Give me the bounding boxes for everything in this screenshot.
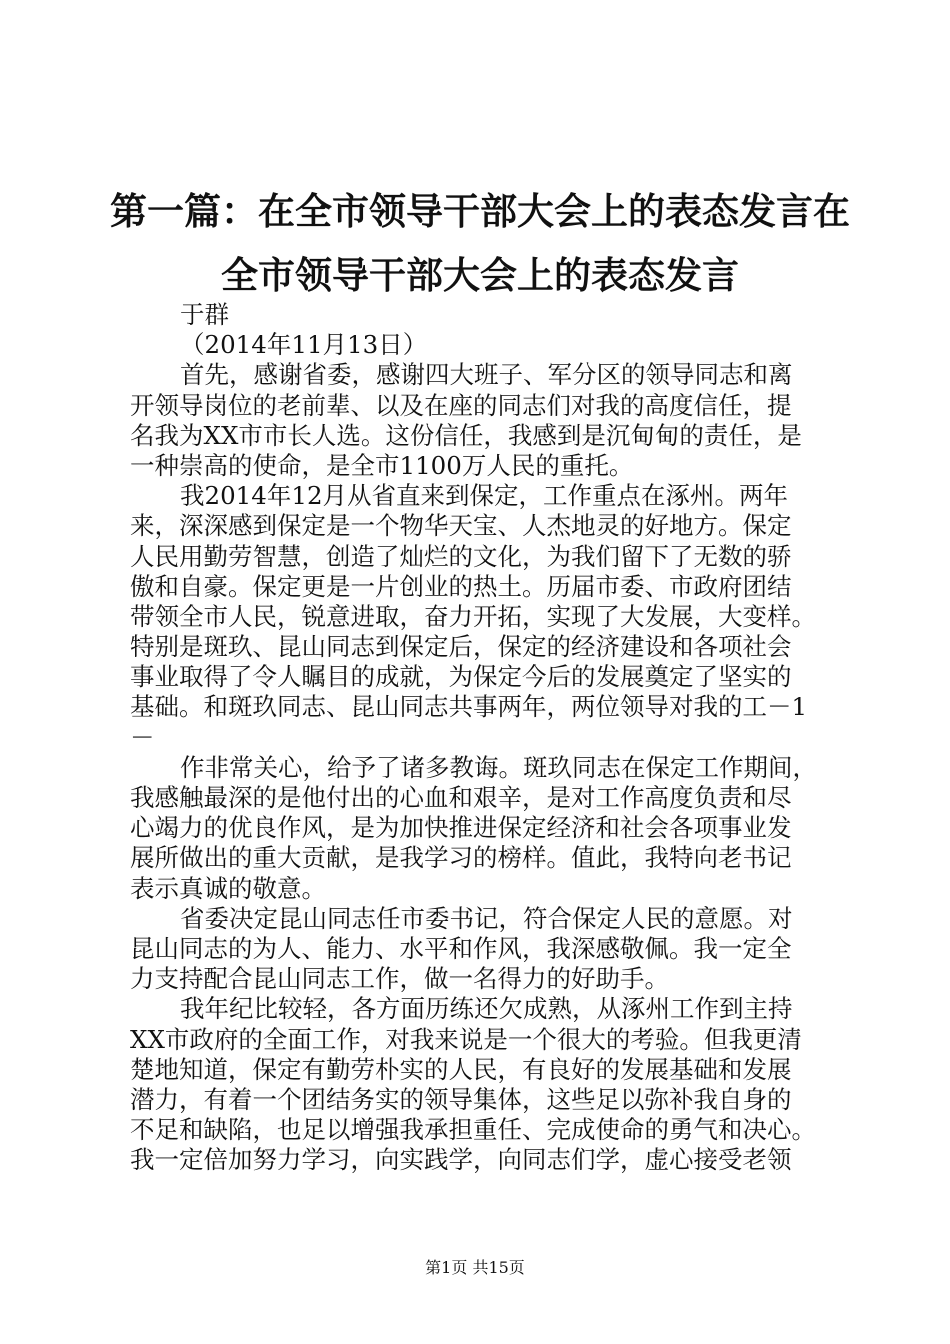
paragraph-line: 表示真诚的敬意。 [130, 873, 326, 903]
paragraph-line: 潜力，有着一个团结务实的领导集体，这些足以弥补我自身的 [130, 1084, 792, 1114]
document-title [110, 180, 850, 308]
paragraph-line: 特别是斑玖、昆山同志到保定后，保定的经济建设和各项社会 [130, 632, 792, 662]
paragraph-line: 首先，感谢省委，感谢四大班子、军分区的领导同志和离 [180, 360, 793, 390]
paragraph-line: 带领全市人民，锐意进取，奋力开拓，实现了大发展，大变样。 [130, 601, 816, 631]
title-line-1: 第一篇：在全市领导干部大会上的表态发言在 [110, 190, 850, 233]
date-line: （2014年11月13日） [180, 330, 428, 360]
paragraph-line: 来，深深感到保定是一个物华天宝、人杰地灵的好地方。保定 [130, 511, 792, 541]
paragraph-line: 人民用勤劳智慧，创造了灿烂的文化，为我们留下了无数的骄 [130, 541, 792, 571]
paragraph-line: 心竭力的优良作风，是为加快推进保定经济和社会各项事业发 [130, 813, 792, 843]
paragraph-line: 我2014年12月从省直来到保定，工作重点在涿州。两年 [180, 481, 789, 511]
paragraph-line: XX市政府的全面工作，对我来说是一个很大的考验。但我更清 [130, 1024, 802, 1054]
paragraph-line: 开领导岗位的老前辈、以及在座的同志们对我的高度信任，提 [130, 390, 792, 420]
paragraph-line: 展所做出的重大贡献，是我学习的榜样。值此，我特向老书记 [130, 843, 792, 873]
page-footer: 第1页 共15页 [425, 1258, 525, 1277]
paragraph-line: 傲和自豪。保定更是一片创业的热土。历届市委、市政府团结 [130, 571, 792, 601]
paragraph-line: 省委决定昆山同志任市委书记，符合保定人民的意愿。对 [180, 903, 793, 933]
paragraph-line: 楚地知道，保定有勤劳朴实的人民，有良好的发展基础和发展 [130, 1054, 792, 1084]
paragraph-line: 昆山同志的为人、能力、水平和作风，我深感敬佩。我一定全 [130, 933, 792, 963]
paragraph-line: 基础。和斑玖同志、昆山同志共事两年，两位领导对我的工－1 [130, 692, 808, 722]
author-line: 于群 [180, 300, 229, 329]
paragraph-line: 名我为XX市市长人选。这份信任，我感到是沉甸甸的责任，是 [130, 420, 802, 450]
document-body [130, 300, 830, 1175]
paragraph-line: 我年纪比较轻，各方面历练还欠成熟，从涿州工作到主持 [180, 994, 793, 1024]
paragraph-line: 作非常关心，给予了诸多教诲。斑玖同志在保定工作期间， [180, 752, 817, 782]
paragraph-line: 事业取得了令人瞩目的成就，为保定今后的发展奠定了坚实的 [130, 662, 792, 692]
paragraph-line: 力支持配合昆山同志工作，做一名得力的好助手。 [130, 964, 669, 994]
paragraph-line: 一种崇高的使命，是全市1100万人民的重托。 [130, 450, 634, 480]
paragraph-line: 不足和缺陷，也足以增强我承担重任、完成使命的勇气和决心。 [130, 1115, 816, 1145]
title-line-2: 全市领导干部大会上的表态发言 [221, 254, 739, 297]
paragraph-line: 我一定倍加努力学习，向实践学，向同志们学，虚心接受老领 [130, 1145, 792, 1175]
paragraph-line: － [130, 722, 155, 752]
paragraph-line: 我感触最深的是他付出的心血和艰辛，是对工作高度负责和尽 [130, 783, 792, 812]
